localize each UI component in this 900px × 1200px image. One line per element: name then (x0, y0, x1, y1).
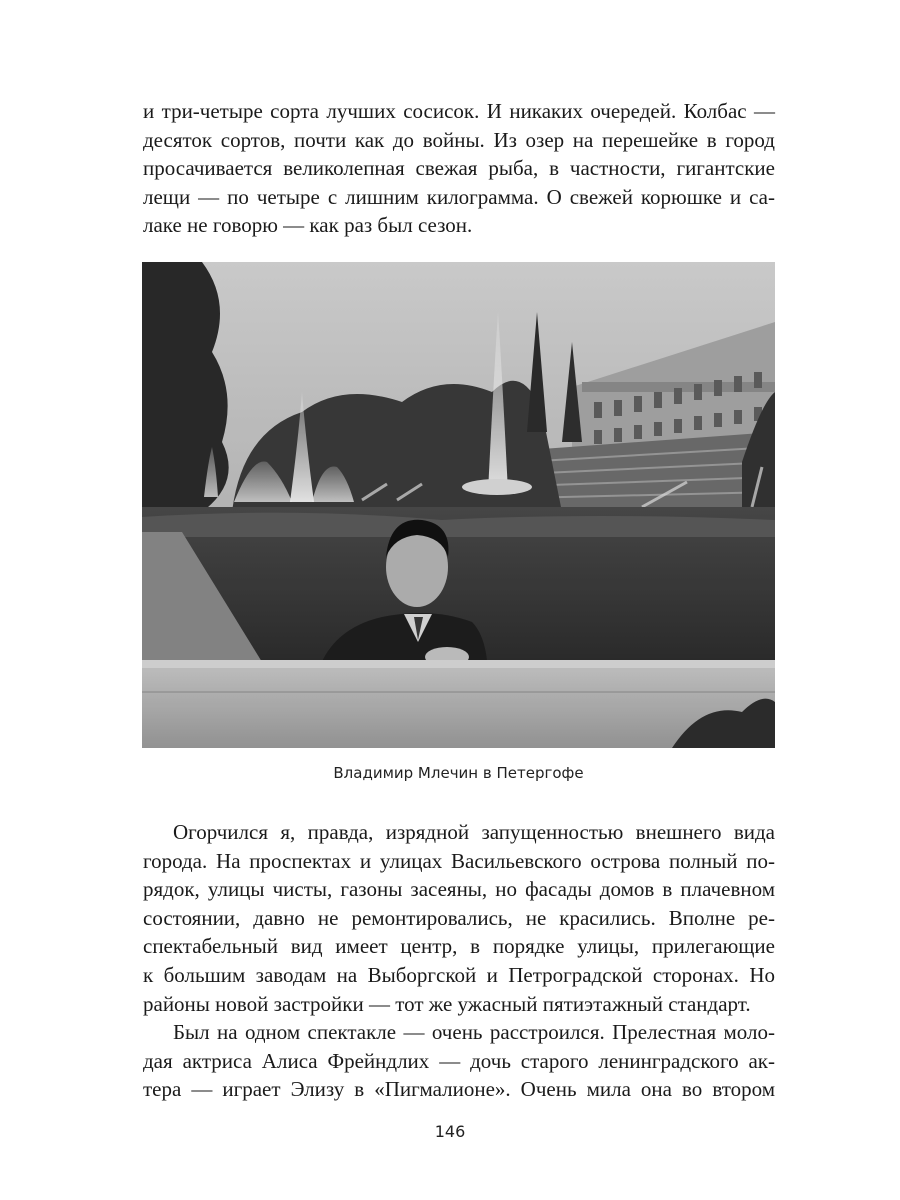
photo-caption: Владимир Млечин в Петергофе (333, 764, 584, 782)
page-number: 146 (434, 1122, 466, 1141)
text-line: состоянии, давно не ремонтировались, не красились. Вполне ре- (143, 905, 775, 930)
text-line: лаке не говорю — как раз был сезон. (143, 213, 473, 238)
text-line: Огорчился я, правда, изрядной запущенностью внешнего вида (173, 820, 775, 844)
text-line: Был на одном спектакле — очень расстроился. Прелестная моло- (173, 1020, 775, 1045)
text-line: десяток сортов, почти как до войны. Из озер на перешейке в город (143, 127, 775, 152)
text-line: и три-четыре сорта лучших сосисок. И никаких очередей. Колбас — (143, 99, 775, 123)
text-line: просачивается великолепная свежая рыба, в частности, гигантские (143, 156, 775, 181)
text-line: спектабельный вид имеет центр, в порядке улицы, прилегающие (143, 934, 775, 959)
text-line: к большим заводам на Выборгской и Петроградской сторонах. Но (143, 962, 775, 987)
peterhof-photograph (142, 262, 775, 748)
text-line: города. На проспектах и улицах Васильевского острова полный по- (143, 848, 775, 873)
text-line: тера — играет Элизу в «Пигмалионе». Очень мила она во втором (143, 1077, 775, 1102)
text-line: районы новой застройки — тот же ужасный пятиэтажный стандарт. (143, 991, 751, 1016)
bottom-paragraphs (143, 818, 775, 1104)
top-paragraph (143, 97, 775, 240)
text-line: лещи — по четыре с лишним килограмма. О свежей корюшке и са- (143, 184, 775, 209)
text-line: рядок, улицы чисты, газоны засеяны, но фасады домов в плачевном (143, 877, 775, 902)
text-line: дая актриса Алиса Фрейндлих — дочь старого ленинградского ак- (143, 1048, 775, 1073)
